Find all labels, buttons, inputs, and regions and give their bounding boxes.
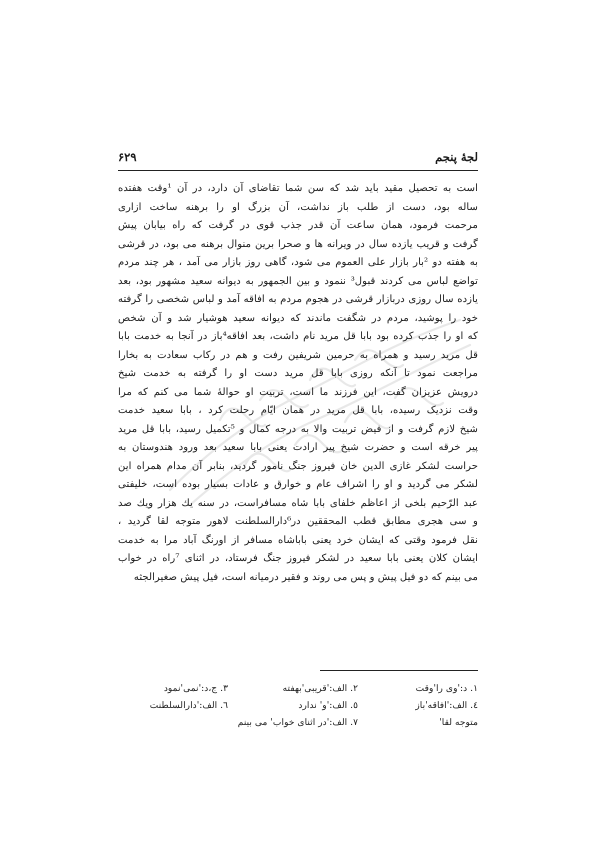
footnote: ۳. ج،د:'نمی'نمود bbox=[163, 683, 228, 694]
text-line: درویش عزیزان گفت، این فرزند ما است، تربیت او حوالهٔ شما می کنم که مرا bbox=[118, 386, 478, 398]
footnote-divider bbox=[320, 670, 478, 671]
header-divider bbox=[118, 170, 478, 171]
footnote: ٥. الف:'و' ندارد bbox=[298, 700, 358, 711]
text-line: پیر خرقه است و حضرت شیخ پیر ارادت یعنی بابا سعید بعد ورود هندوستان به bbox=[118, 442, 478, 453]
footnote: ٤. الف:'افاقه'باز bbox=[415, 700, 478, 711]
text-line: لشکر می گردید و او را اشراف عام و خوارق و عادات بسیار بوده است، خلیفتی bbox=[118, 479, 478, 490]
page-number: ۶۲۹ bbox=[118, 150, 137, 164]
text-line: یازده سال روزی دربازار قرشی در هجوم مردم به افاقه آمد و لباس شخصی را گرفته bbox=[118, 294, 478, 305]
chapter-title: لجهٔ پنجم bbox=[435, 150, 478, 164]
text-line: عبد الرّحیم بلخی از اعاظم خلفای بابا شاه مسافراست، در سنه یك هزار ویك صد bbox=[118, 497, 478, 509]
text-line: ایشان کلان یعنی بابا سعید در لشکر فیروز جنگ فرستاد، در اثنای ⁷راه در خواب bbox=[118, 553, 478, 564]
text-line: گرفت و قریب یازده سال در ویرانه ها و صحرا برین منوال برهنه می بود، در قرشی bbox=[118, 238, 478, 250]
text-line: مرحمت فرمود، همان ساعت آن قدر جذب قوی در گرفت که راه بیابان پیش bbox=[118, 220, 478, 231]
text-line: شیخ لازم گرفت و از فیض تربیت والا به درجه کمال و ⁵تکمیل رسید، بابا قل مرید bbox=[118, 423, 478, 435]
text-line: ساله بود، دست از طلب باز نداشت، آن بزرگ او را برهنه ساخت ازاری bbox=[118, 201, 478, 213]
footnote: متوجه لقا' bbox=[439, 717, 478, 728]
main-text bbox=[118, 180, 478, 587]
text-line: نقل فرمود وقتی که ایشان خرد یعنی باباشاه مسافر از اورنگ آباد مرا به خدمت bbox=[118, 534, 478, 546]
text-line: مراجعت نمود تا آنکه روزی بابا قل مرید دست او را گرفته به خدمت شیخ bbox=[118, 368, 478, 379]
page-header bbox=[118, 150, 478, 168]
text-line: که او را جذب کرده بود بابا قل مرید نام داشت، بعد افاقه⁴باز در آنجا به خدمت بابا bbox=[118, 331, 478, 342]
footnote: ٦. الف:'دارالسلطنت bbox=[149, 700, 228, 711]
footnote-row bbox=[118, 714, 478, 731]
footnotes bbox=[118, 680, 478, 731]
footnote: ۲. الف:'قریبی'بهفته bbox=[282, 683, 358, 694]
text-line: و سی هجری مطابق قطب المحققین در⁶دارالسلطنت لاهور متوجه لقا گردید ، bbox=[118, 516, 478, 527]
text-line: وقت نزدیک رسیده، بابا قل مرید در همان ایّام رحلت کرد ، بابا سعید خدمت bbox=[118, 405, 478, 416]
text-line: تواضع لباس می کردند قبول³ ننمود و بین الجمهور به دیوانه سعید مشهور بود، بعد bbox=[118, 275, 478, 287]
text-line: است به تحصیل مقید باید شد که سن شما تقاضای آن دارد، در آن ¹وقت هفتده bbox=[118, 183, 478, 194]
text-line: خود را پوشید، مردم در شگفت ماندند که دیوانه سعید هوشیار شد و آن شخص bbox=[118, 312, 478, 324]
footnote: ۱. د:'وی را'وقت bbox=[415, 683, 478, 694]
footnote bbox=[118, 714, 228, 731]
text-line: می بینم که دو فیل پیش و پس می روند و فقیر درمیانه است، فیل پیش صغیرالجثه bbox=[133, 571, 478, 583]
footnote-row bbox=[118, 697, 478, 714]
text-line: به هفته دو ²بار بازار علی العموم می شود، گاهی روز بازار می آمد ، هر چند مردم bbox=[118, 257, 478, 268]
footnote-row bbox=[118, 680, 478, 697]
text-line: حراست لشکر غازی الدین خان فیروز جنگ نامور گردید، بنابر آن مدام همراه این bbox=[118, 460, 478, 472]
footnote: ۷. الف:'در اثنای خواب' می بینم bbox=[237, 717, 358, 728]
text-line: قل مرید رسید و همراه به حرمین شریفین رفت و هم در رکاب سعادت به بخارا bbox=[118, 349, 478, 361]
